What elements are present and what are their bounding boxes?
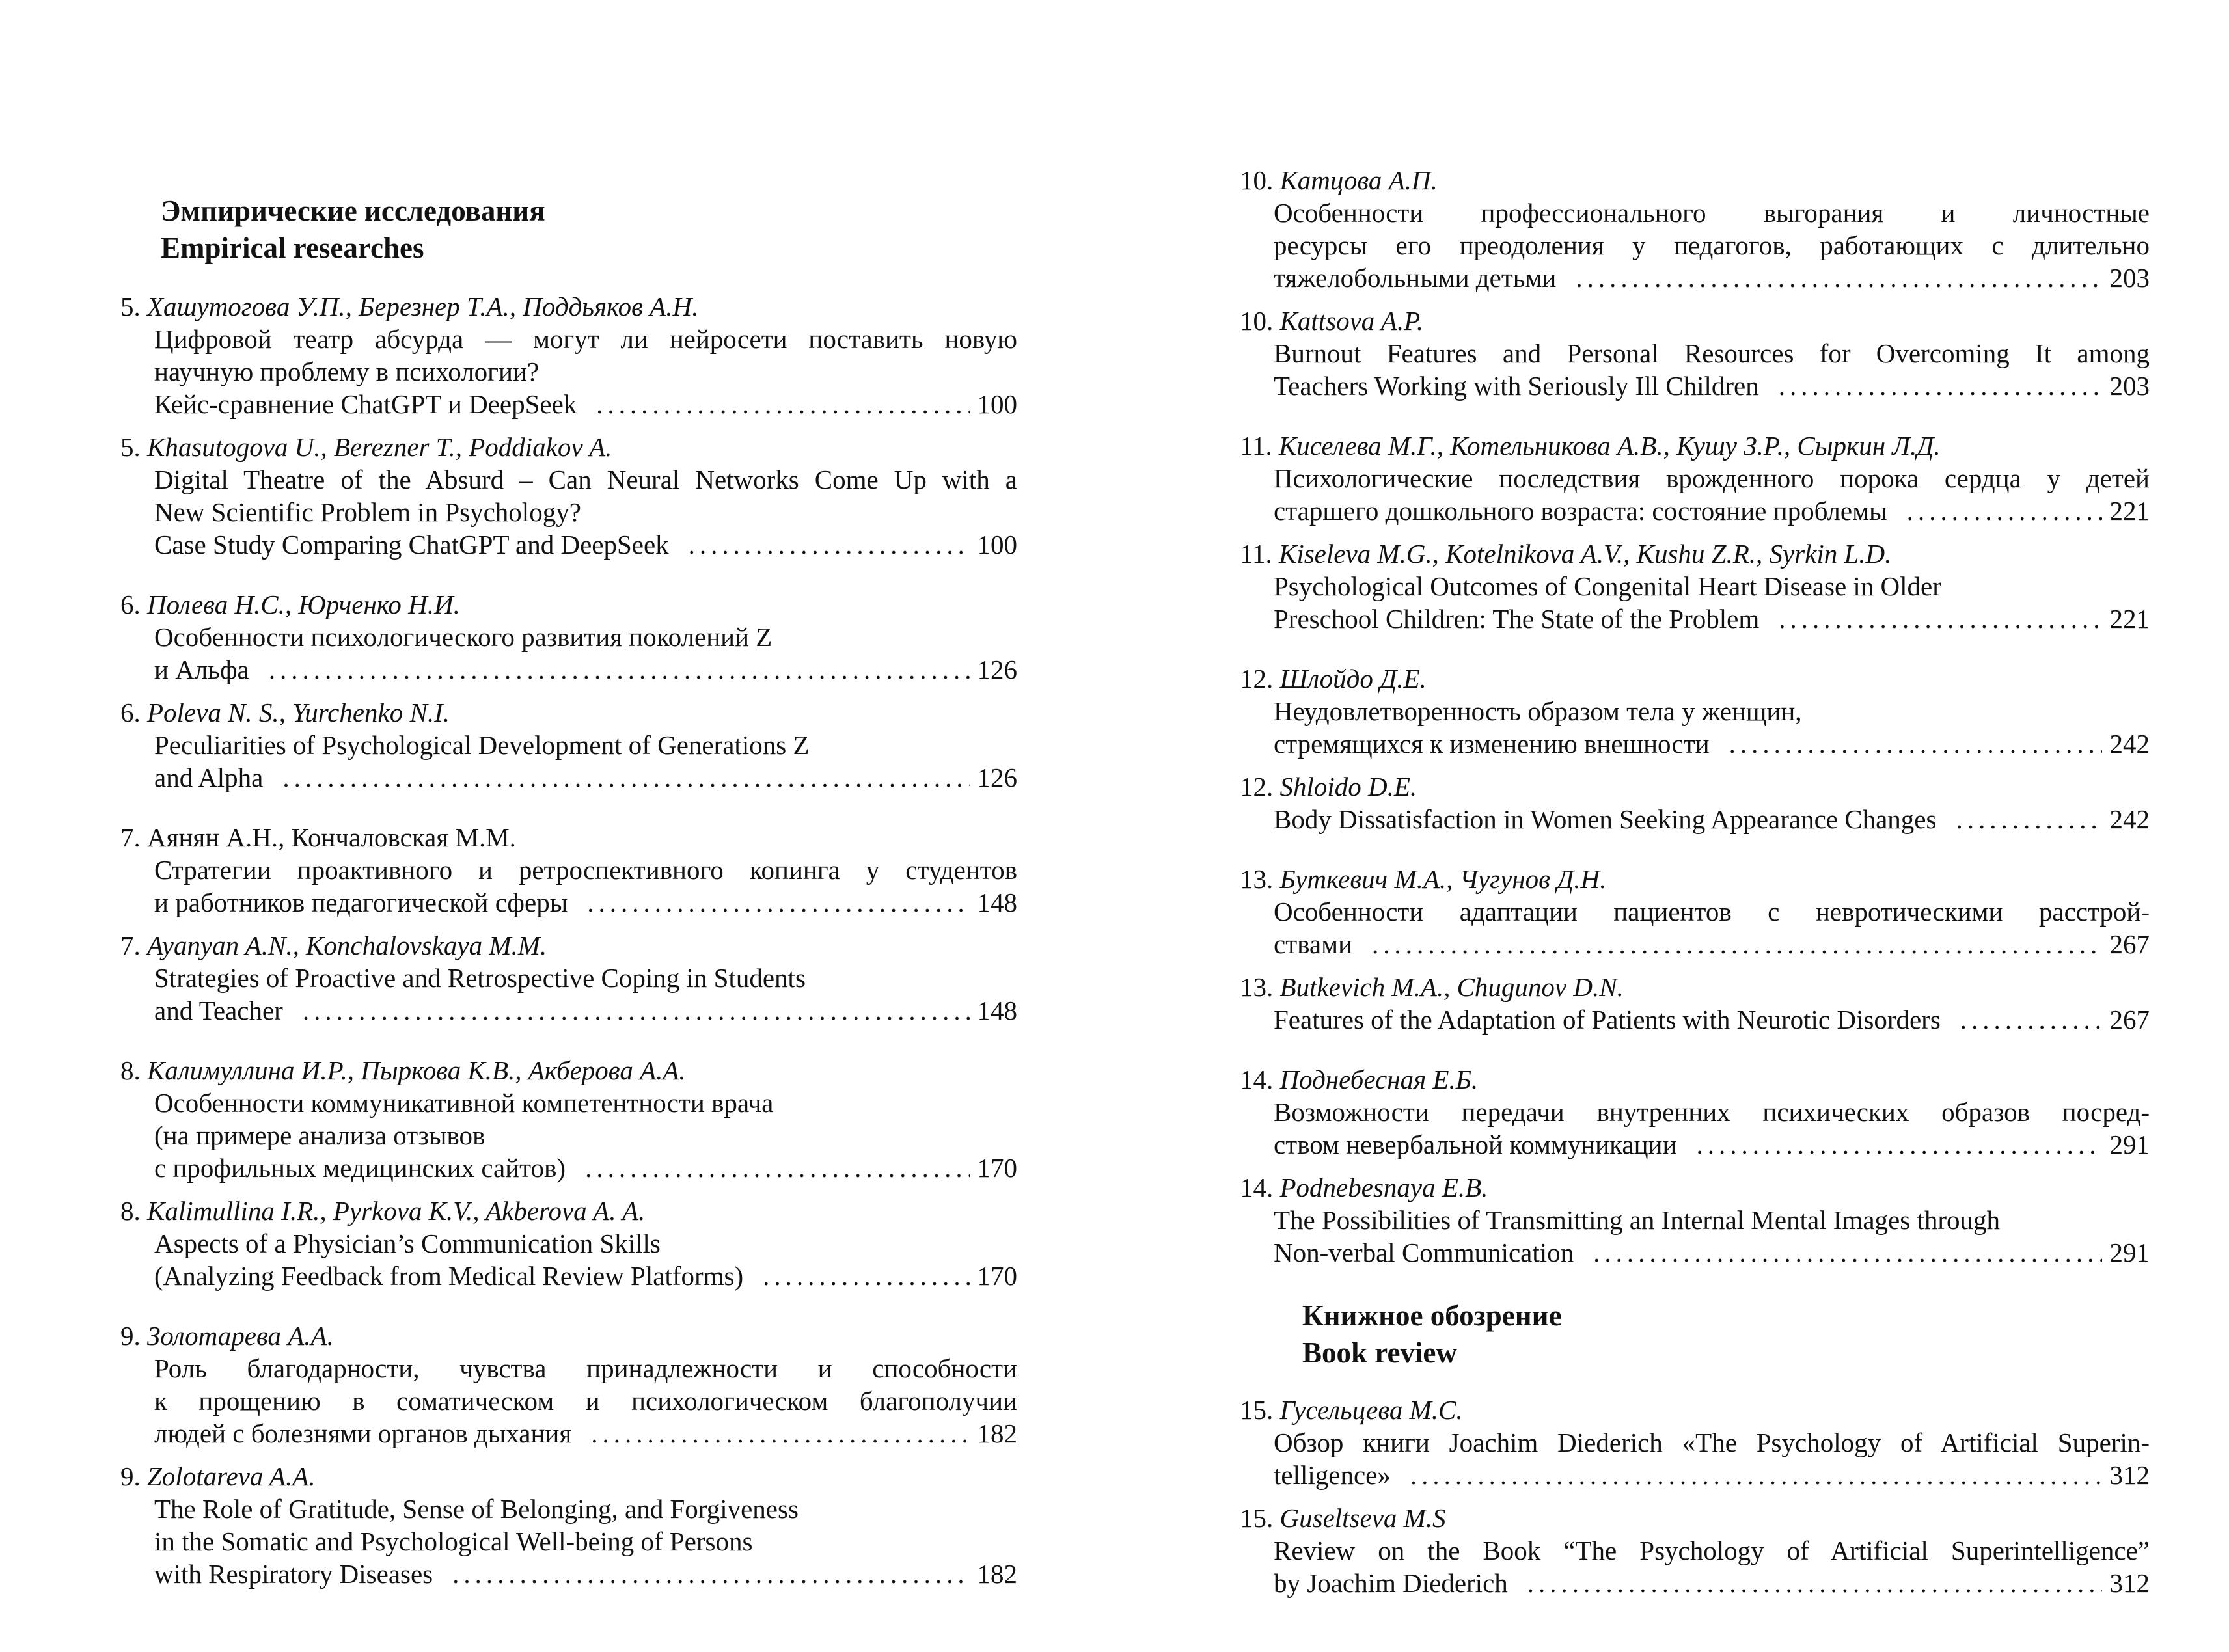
entry-page-number: 148 [977,887,1017,917]
entry-author-names: Guseltseva M.S [1279,1503,1446,1533]
dot-leader [269,653,970,686]
entry-last-line [154,886,1017,919]
entry-title-line: Неудовлетворенность образом тела у женщин, [1274,696,1802,726]
toc-entry-11-en [1240,537,2150,635]
entry-title-line: Особенности профессионального выгорания и личностные [1274,198,2150,228]
entry-authors [1240,1394,2150,1426]
entry-page-number: 267 [2109,929,2150,959]
dot-leader [1576,262,2101,294]
entry-number: 7. [120,930,141,960]
entry-title-line: Возможности передачи внутренних психических образов посред- [1274,1097,2150,1127]
entry-title-text: telligence» [1274,1460,1391,1490]
entry-title-text: стремящихся к изменению внешности [1274,729,1710,759]
entry-author-names: Poleva N. S., Yurchenko N.I. [147,697,450,727]
entry-page-number: 242 [2109,804,2150,834]
entry-authors [120,290,1017,323]
dot-leader [1779,370,2102,402]
entry-authors [1240,770,2150,803]
dot-leader [763,1260,969,1292]
entry-page-number: 148 [977,995,1017,1025]
entry-authors [1240,971,2150,1003]
entry-title-text: and Alpha [154,763,264,792]
entry-authors [120,1460,1017,1493]
entry-title-text: Non-verbal Communication [1274,1238,1574,1267]
entry-title-line: The Possibilities of Transmitting an Internal Mental Images through [1274,1205,2000,1235]
entry-number: 14. [1240,1172,1274,1202]
entry-number: 11. [1240,431,1272,461]
entry-authors [120,588,1017,621]
entry-page-number: 100 [977,389,1017,419]
entry-last-line [154,528,1017,561]
entry-title-line: The Role of Gratitude, Sense of Belonging, and Forgiveness [154,1494,799,1524]
entry-page-number: 182 [977,1418,1017,1448]
entry-title-text: Teachers Working with Seriously Ill Children [1274,371,1759,401]
entry-number: 6. [120,589,141,619]
entry-last-line [1274,603,2150,635]
dot-leader [1729,727,2102,760]
entry-page-number: 242 [2109,729,2150,759]
entry-title-text: старшего дошкольного возраста: состояние проблемы [1274,496,1887,526]
toc-group-9 [120,1320,1017,1590]
entry-author-names: Kattsova A.P. [1279,306,1424,336]
entry-title-text: и Альфа [154,655,249,684]
entry-last-line [1274,1003,2150,1036]
entry-last-line [154,1260,1017,1292]
toc-group-8 [120,1054,1017,1292]
entry-last-line [1274,262,2150,294]
dot-leader [303,994,970,1027]
entry-title-line: Особенности психологического развития поколений Z [154,622,773,652]
dot-leader [1907,494,2102,527]
entry-page-number: 203 [2109,371,2150,401]
toc-group-5 [120,290,1017,561]
entry-title-text: тяжелобольными детьми [1274,263,1557,293]
dot-leader [689,528,970,561]
toc-left-column [120,193,1017,1618]
entry-number: 9. [120,1461,141,1491]
entry-title-text: с профильных медицинских сайтов) [154,1153,566,1183]
entry-authors [1240,164,2150,196]
entry-last-line [1274,1567,2150,1599]
entry-number: 5. [120,291,141,321]
entry-authors [1240,863,2150,895]
section-heading-empirical-en: Empirical researches [161,232,424,264]
entry-authors [1240,662,2150,695]
toc-group-7 [120,821,1017,1027]
entry-title-line: ресурсы его преодоления у педагогов, работающих с длительно [1274,230,2150,260]
dot-leader [1696,1128,2101,1161]
dot-leader [282,761,969,794]
entry-authors [120,821,1017,854]
entry-author-names: Kiseleva M.G., Kotelnikova A.V., Kushu Z.R., Syrkin L.D. [1278,539,1892,569]
entry-title-text: Preschool Children: The State of the Problem [1274,604,1760,634]
entry-page-number: 170 [977,1153,1017,1183]
entry-number: 15. [1240,1395,1274,1425]
entry-title-line: Strategies of Proactive and Retrospective Coping in Students [154,963,806,993]
toc-group-12 [1240,662,2150,835]
entry-author-names: Khasutogova U., Berezner T., Poddiakov A. [147,432,612,462]
entry-last-line [154,653,1017,686]
entry-page-number: 291 [2109,1238,2150,1267]
entry-author-names: Полева Н.С., Юрченко Н.И. [147,589,460,619]
entry-page-number: 221 [2109,496,2150,526]
toc-right-column [1240,164,2150,1627]
entry-last-line [1274,1459,2150,1491]
entry-author-names: Буткевич М.А., Чугунов Д.Н. [1279,864,1607,894]
entry-page-number: 291 [2109,1130,2150,1159]
entry-authors [120,431,1017,463]
entry-title-line: Психологические последствия врожденного порока сердца у детей [1274,463,2150,493]
entry-last-line [1274,727,2150,760]
entry-number: 9. [120,1321,141,1351]
entry-page-number: 221 [2109,604,2150,634]
toc-entry-12-en [1240,770,2150,835]
dot-leader [585,1152,969,1184]
entry-authors [1240,1063,2150,1096]
section-heading-empirical-ru: Эмпирические исследования [161,195,545,227]
entry-title-line: Aspects of a Physician’s Communication Skills [154,1228,661,1258]
entry-author-names: Шлойдо Д.Е. [1279,664,1427,694]
entry-last-line [1274,370,2150,402]
entry-number: 7. [120,822,141,852]
entry-title-line: научную проблему в психологии? [154,357,540,386]
entry-page-number: 203 [2109,263,2150,293]
entry-author-names: Аянян А.Н., Кончаловская М.М. [147,822,516,852]
entry-title-text: (Analyzing Feedback from Medical Review Platforms) [154,1261,744,1291]
toc-entry-12-ru [1240,662,2150,760]
entry-last-line [1274,494,2150,527]
entry-last-line [1274,1236,2150,1269]
entry-author-names: Гусельцева М.С. [1279,1395,1463,1425]
entry-last-line [154,1558,1017,1590]
entry-last-line [154,388,1017,420]
toc-group-10 [1240,164,2150,402]
entry-author-names: Калимуллина И.Р., Пыркова К.В., Акберова А.А. [147,1055,686,1085]
toc-entry-7-ru [120,821,1017,919]
toc-entry-7-en [120,929,1017,1027]
entry-authors [1240,537,2150,570]
entry-title-line: Digital Theatre of the Absurd – Can Neural Networks Come Up with a [154,465,1017,494]
entry-author-names: Ayanyan A.N., Konchalovskaya M.M. [147,930,547,960]
entry-title-text: by Joachim Diederich [1274,1568,1508,1598]
toc-entry-13-en [1240,971,2150,1036]
toc-entry-6-ru [120,588,1017,686]
toc-entry-9-en [120,1460,1017,1590]
entry-number: 12. [1240,664,1274,694]
entry-page-number: 312 [2109,1460,2150,1490]
entry-number: 6. [120,697,141,727]
entry-title-text: ством невербальной коммуникации [1274,1130,1677,1159]
entry-authors [1240,305,2150,337]
entry-last-line [1274,1128,2150,1161]
dot-leader [1956,803,2101,835]
dot-leader [1527,1567,2102,1599]
toc-entry-5-ru [120,290,1017,420]
entry-author-names: Shloido D.E. [1279,772,1417,802]
toc-group-13 [1240,863,2150,1036]
entry-authors [1240,1171,2150,1204]
entry-number: 13. [1240,864,1274,894]
entry-title-line: Peculiarities of Psychological Development of Generations Z [154,730,810,760]
entry-number: 5. [120,432,141,462]
entry-last-line [154,761,1017,794]
entry-author-names: Butkevich M.A., Chugunov D.N. [1279,972,1624,1002]
entry-title-line: New Scientific Problem in Psychology? [154,497,581,527]
toc-group-14 [1240,1063,2150,1269]
toc-group-6 [120,588,1017,794]
entry-title-text: Body Dissatisfaction in Women Seeking Appearance Changes [1274,804,1937,834]
toc-entry-14-ru [1240,1063,2150,1161]
entry-page-number: 182 [977,1559,1017,1589]
entry-number: 8. [120,1055,141,1085]
toc-entry-6-en [120,696,1017,794]
entry-title-line: Обзор книги Joachim Diederich «The Psychology of Artificial Superin- [1274,1428,2150,1457]
entry-number: 11. [1240,539,1272,569]
toc-entry-8-en [120,1195,1017,1292]
entry-last-line [154,994,1017,1027]
entry-number: 8. [120,1196,141,1226]
entry-title-text: Кейс-сравнение ChatGPT и DeepSeek [154,389,577,419]
entry-number: 12. [1240,772,1274,802]
entry-number: 13. [1240,972,1274,1002]
entry-title-line: in the Somatic and Psychological Well-being of Persons [154,1526,753,1556]
entry-title-line: Цифровой театр абсурда — могут ли нейросети поставить новую [154,324,1017,354]
entry-authors [120,1054,1017,1087]
dot-leader [587,886,969,919]
toc-group-15 [1240,1394,2150,1599]
entry-title-text: Features of the Adaptation of Patients with Neurotic Disorders [1274,1005,1941,1035]
entry-title-line: Роль благодарности, чувства принадлежности и способности [154,1353,1017,1383]
entry-author-names: Kalimullina I.R., Pyrkova K.V., Akberova A. A. [147,1196,646,1226]
toc-entry-10-en [1240,305,2150,402]
entry-page-number: 312 [2109,1568,2150,1598]
entry-number: 10. [1240,306,1274,336]
dot-leader [591,1417,969,1450]
dot-leader [1410,1459,2102,1491]
dot-leader [596,388,969,420]
entry-authors [120,1320,1017,1352]
entry-authors [1240,1502,2150,1534]
entry-page-number: 170 [977,1261,1017,1291]
entry-title-line: Review on the Book “The Psychology of Artificial Superintelligence” [1274,1536,2150,1565]
entry-page-number: 267 [2109,1005,2150,1035]
entry-author-names: Хашутогова У.П., Березнер Т.А., Поддьяков А.Н. [147,291,699,321]
entry-author-names: Поднебесная Е.Б. [1279,1064,1479,1094]
toc-entry-15-en [1240,1502,2150,1599]
toc-group-11 [1240,429,2150,635]
section-heading-bookreview-ru: Книжное обозрение [1302,1299,1562,1332]
entry-title-line: к прощению в соматическом и психологическом благополучии [154,1386,1017,1416]
dot-leader [1779,603,2101,635]
entry-title-line: Psychological Outcomes of Congenital Heart Disease in Older [1274,571,1941,601]
entry-title-line: Стратегии проактивного и ретроспективного копинга у студентов [154,855,1017,885]
toc-entry-9-ru [120,1320,1017,1450]
entry-title-text: Case Study Comparing ChatGPT and DeepSeek [154,530,669,560]
toc-entry-5-en [120,431,1017,561]
toc-entry-10-ru [1240,164,2150,294]
entry-author-names: Катцова А.П. [1279,165,1438,195]
entry-last-line [1274,928,2150,960]
dot-leader [1593,1236,2101,1269]
entry-title-text: ствами [1274,929,1353,959]
entry-title-line: Особенности адаптации пациентов с невротическими расстрой- [1274,897,2150,927]
entry-title-text: and Teacher [154,995,283,1025]
entry-title-text: людей с болезнями органов дыхания [154,1418,572,1448]
entry-author-names: Zolotareva A.A. [147,1461,316,1491]
dot-leader [452,1558,969,1590]
entry-title-line: Особенности коммуникативной компетентности врача [154,1088,774,1118]
entry-authors [120,696,1017,729]
entry-authors [120,929,1017,962]
entry-author-names: Podnebesnaya E.B. [1279,1172,1488,1202]
toc-entry-14-en [1240,1171,2150,1269]
toc-entry-13-ru [1240,863,2150,960]
section-heading-bookreview-en: Book review [1302,1336,1457,1369]
entry-last-line [1274,803,2150,835]
entry-authors [120,1195,1017,1227]
entry-page-number: 126 [977,763,1017,792]
entry-author-names: Киселева М.Г., Котельникова А.В., Кушу З.Р., Сыркин Л.Д. [1278,431,1941,461]
entry-authors [1240,429,2150,462]
section-heading-empirical [120,193,1017,267]
section-heading-bookreview [1240,1297,2150,1372]
entry-author-names: Золотарева А.А. [147,1321,334,1351]
entry-title-line: Burnout Features and Personal Resources for Overcoming It among [1274,338,2150,368]
entry-last-line [154,1417,1017,1450]
toc-entry-8-ru [120,1054,1017,1184]
dot-leader [1372,928,2101,960]
entry-title-text: with Respiratory Diseases [154,1559,433,1589]
entry-title-line: (на примере анализа отзывов [154,1120,485,1150]
entry-number: 15. [1240,1503,1274,1533]
entry-page-number: 126 [977,655,1017,684]
entry-page-number: 100 [977,530,1017,560]
entry-title-text: и работников педагогической сферы [154,887,568,917]
dot-leader [1960,1003,2102,1036]
toc-entry-11-ru [1240,429,2150,527]
entry-last-line [154,1152,1017,1184]
entry-number: 10. [1240,165,1274,195]
toc-entry-15-ru [1240,1394,2150,1491]
entry-number: 14. [1240,1064,1274,1094]
